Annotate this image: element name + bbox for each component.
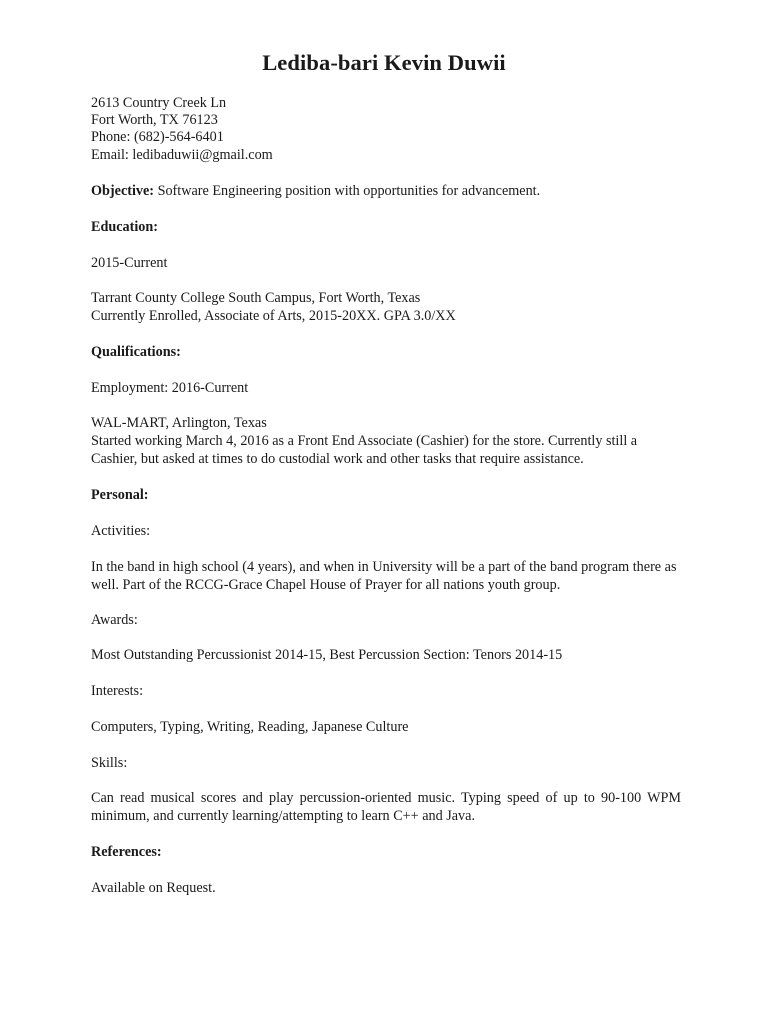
objective-text: Software Engineering position with opportunities for advancement. (154, 183, 541, 199)
interests-text: Computers, Typing, Writing, Reading, Japanese Culture (91, 719, 409, 735)
qualifications-heading: Qualifications: (91, 344, 181, 360)
references-text: Available on Request. (91, 880, 216, 896)
education-heading: Education: (91, 219, 159, 235)
phone-line: Phone: (682)-564-6401 (91, 129, 224, 145)
employment-period: Employment: 2016-Current (91, 380, 249, 396)
awards-text: Most Outstanding Percussionist 2014-15, Best Percussion Section: Tenors 2014-15 (91, 647, 563, 663)
address-line-1: 2613 Country Creek Ln (91, 95, 227, 111)
education-school: Tarrant County College South Campus, Fort Worth, Texas (91, 290, 421, 306)
candidate-name: Lediba-bari Kevin Duwii (262, 50, 506, 75)
interests-label: Interests: (91, 683, 144, 699)
objective-label: Objective: (91, 183, 155, 199)
address-line-2: Fort Worth, TX 76123 (91, 112, 218, 128)
email-line: Email: ledibaduwii@gmail.com (91, 147, 273, 163)
employer-line: WAL-MART, Arlington, Texas (91, 415, 267, 431)
personal-heading: Personal: (91, 487, 149, 503)
skills-text: Can read musical scores and play percussion-oriented music. Typing speed of up to 90-100 WPM minimum, and currently learning/attempting to learn C++ and Java. (91, 790, 681, 824)
education-detail: Currently Enrolled, Associate of Arts, 2015-20XX. GPA 3.0/XX (91, 308, 456, 324)
education-period: 2015-Current (91, 255, 168, 271)
employment-description: Started working March 4, 2016 as a Front End Associate (Cashier) for the store. Currently still a Cashier, but asked at times to do custodial work and other tasks that require assistance. (91, 433, 638, 467)
activities-label: Activities: (91, 523, 151, 539)
awards-label: Awards: (91, 612, 138, 628)
references-heading: References: (91, 844, 162, 860)
activities-text: In the band in high school (4 years), and when in University will be a part of the band program there as well. Part of the RCCG-Grace Chapel House of Prayer for all nations youth group. (91, 559, 677, 593)
skills-label: Skills: (91, 755, 128, 771)
objective-line (91, 182, 681, 200)
